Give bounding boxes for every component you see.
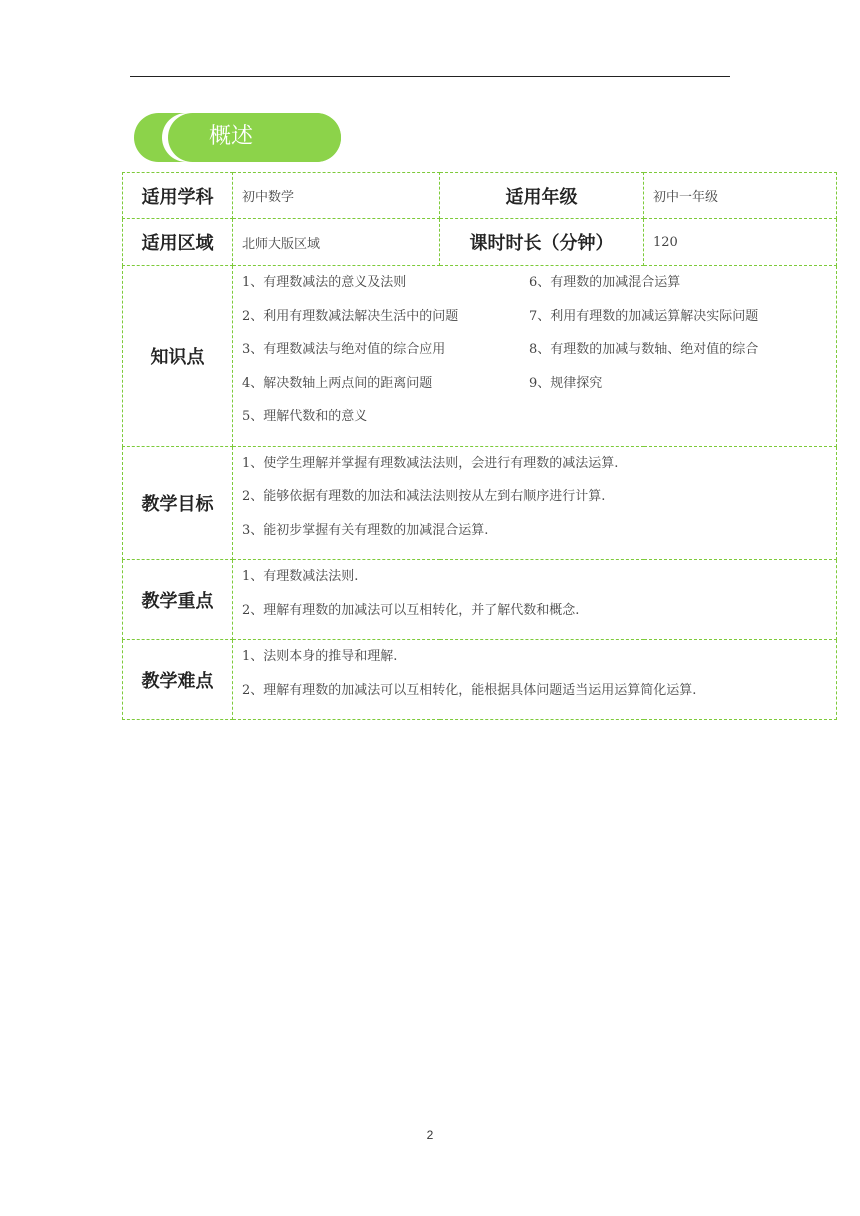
overview-table bbox=[122, 172, 837, 720]
goals-cell bbox=[233, 446, 837, 560]
duration-value: 120 bbox=[644, 219, 837, 266]
knowledge-label: 知识点 bbox=[123, 266, 233, 447]
knowledge-item: 9、规律探究 bbox=[529, 375, 603, 391]
goal-item: 3、能初步掌握有关有理数的加减混合运算. bbox=[242, 522, 489, 538]
key-point-item: 2、理解有理数的加减法可以互相转化，并了解代数和概念. bbox=[242, 602, 580, 618]
section-banner bbox=[134, 113, 341, 162]
difficulties-cell bbox=[233, 640, 837, 720]
region-value: 北师大版区域 bbox=[233, 219, 440, 266]
grade-label: 适用年级 bbox=[440, 173, 644, 219]
table-row bbox=[123, 173, 837, 219]
header-rule bbox=[130, 76, 730, 77]
knowledge-item: 4、解决数轴上两点间的距离问题 bbox=[242, 375, 433, 391]
key-points-label: 教学重点 bbox=[123, 560, 233, 640]
subject-value: 初中数学 bbox=[233, 173, 440, 219]
page-number: 2 bbox=[426, 1128, 434, 1142]
table-row bbox=[123, 219, 837, 266]
table-row bbox=[123, 446, 837, 560]
goal-item: 2、能够依据有理数的加法和减法法则按从左到右顺序进行计算. bbox=[242, 489, 606, 504]
key-points-cell bbox=[233, 560, 837, 640]
knowledge-item: 5、理解代数和的意义 bbox=[242, 409, 368, 424]
knowledge-item: 7、利用有理数的加减运算解决实际问题 bbox=[529, 308, 759, 324]
table-row bbox=[123, 560, 837, 640]
table-row bbox=[123, 266, 837, 447]
section-title: 概述 bbox=[209, 124, 254, 149]
region-label: 适用区域 bbox=[123, 219, 233, 266]
knowledge-item: 6、有理数的加减混合运算 bbox=[529, 275, 681, 290]
knowledge-item: 8、有理数的加减与数轴、绝对值的综合 bbox=[529, 342, 759, 357]
difficulty-item: 1、法则本身的推导和理解. bbox=[242, 649, 398, 664]
knowledge-item: 1、有理数减法的意义及法则 bbox=[242, 275, 407, 290]
duration-label: 课时时长（分钟） bbox=[440, 219, 644, 266]
banner-pill-front bbox=[168, 113, 341, 162]
difficulties-label: 教学难点 bbox=[123, 640, 233, 720]
subject-label: 适用学科 bbox=[123, 173, 233, 219]
knowledge-item: 3、有理数减法与绝对值的综合应用 bbox=[242, 342, 446, 357]
table-row bbox=[123, 640, 837, 720]
knowledge-cell bbox=[233, 266, 837, 447]
knowledge-item: 2、利用有理数减法解决生活中的问题 bbox=[242, 308, 459, 324]
grade-value: 初中一年级 bbox=[644, 173, 837, 219]
goal-item: 1、使学生理解并掌握有理数减法法则，会进行有理数的减法运算. bbox=[242, 455, 619, 471]
key-point-item: 1、有理数减法法则. bbox=[242, 569, 359, 584]
goals-label: 教学目标 bbox=[123, 446, 233, 560]
difficulty-item: 2、理解有理数的加减法可以互相转化，能根据具体问题适当运用运算简化运算. bbox=[242, 682, 697, 698]
